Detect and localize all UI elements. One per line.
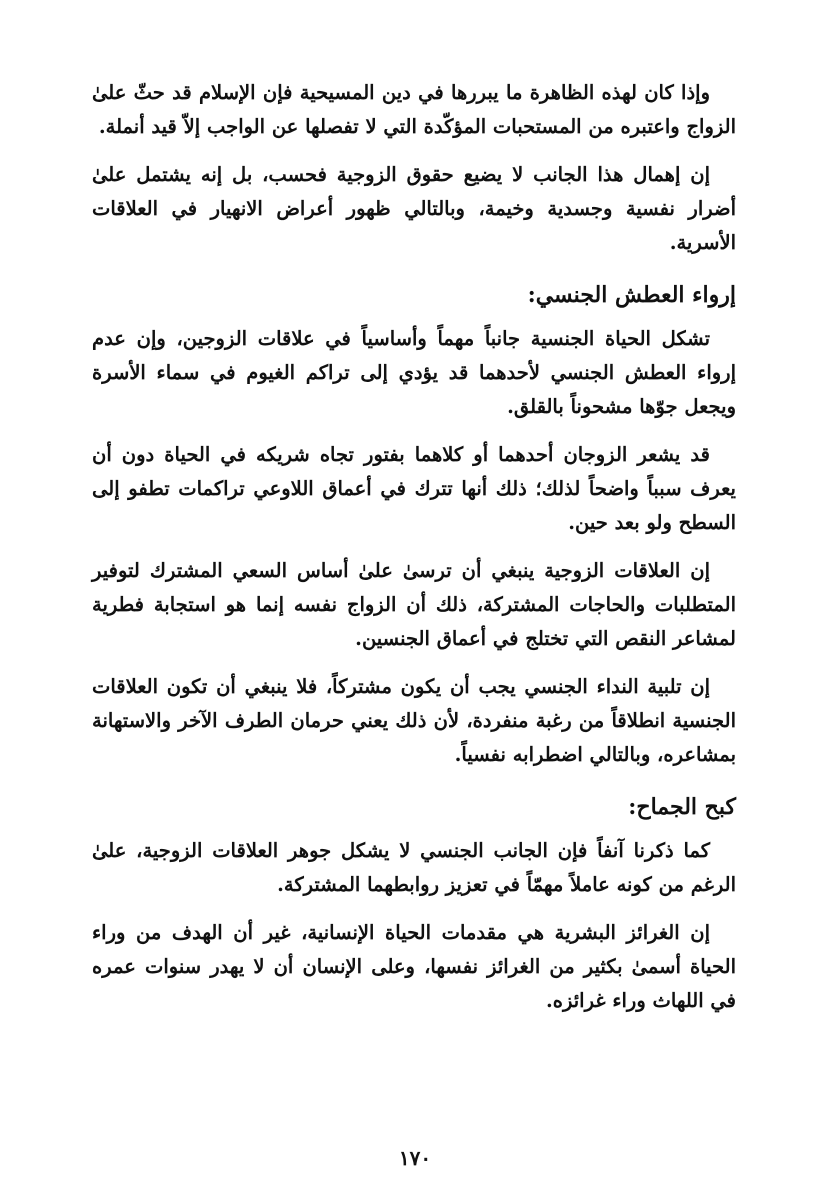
paragraph-6: إن تلبية النداء الجنسي يجب أن يكون مشتركاً، فلا ينبغي أن تكون العلاقات الجنسية انطلاقاً من رغبة منفردة، لأن ذلك يعني حرمان الطرف الآخر والاستهانة بمشاعره، وبالتالي اضطرابه نفسياً. <box>92 675 736 766</box>
paragraph-4: قد يشعر الزوجان أحدهما أو كلاهما بفتور تجاه شريكه في الحياة دون أن يعرف سبباً واضحاً لذلك؛ ذلك أنها تترك في أعماق اللاوعي تراكمات تطفو إلى السطح ولو بعد حين. <box>92 443 736 534</box>
paragraph-8: إن الغرائز البشرية هي مقدمات الحياة الإنسانية، غير أن الهدف من وراء الحياة أسمىٰ بكثير من الغرائز نفسها، وعلى الإنسان أن لا يهدر سنوات عمره في اللهاث وراء غرائزه. <box>92 921 736 1012</box>
paragraph-2: إن إهمال هذا الجانب لا يضيع حقوق الزوجية فحسب، بل إنه يشتمل علىٰ أضرار نفسية وجسدية وخيمة، وبالتالي ظهور أعراض الانهيار في العلاقات الأسرية. <box>92 163 736 254</box>
section-heading-restraint: كبح الجماح: <box>628 794 736 820</box>
paragraph-5: إن العلاقات الزوجية ينبغي أن ترسىٰ علىٰ أساس السعي المشترك لتوفير المتطلبات والحاجات المشتركة، ذلك أن الزواج نفسه إنما هو استجابة فطرية لمشاعر النقص التي تختلج في أعماق الجنسين. <box>92 559 736 650</box>
page-number: ١٧٠ <box>398 1146 432 1170</box>
section-heading-sexual-thirst: إرواء العطش الجنسي: <box>527 282 736 308</box>
page-body <box>92 76 736 1032</box>
paragraph-7: كما ذكرنا آنفاً فإن الجانب الجنسي لا يشكل جوهر العلاقات الزوجية، علىٰ الرغم من كونه عاملاً مهمّاً في تعزيز روابطهما المشتركة. <box>92 839 736 896</box>
paragraph-1: وإذا كان لهذه الظاهرة ما يبررها في دين المسيحية فإن الإسلام قد حثّ علىٰ الزواج واعتبره من المستحبات المؤكّدة التي لا تفصلها عن الواجب إلاّ قيد أنملة. <box>92 81 736 138</box>
paragraph-3: تشكل الحياة الجنسية جانباً مهماً وأساسياً في علاقات الزوجين، وإن عدم إرواء العطش الجنسي لأحدهما قد يؤدي إلى تراكم الغيوم في سماء الأسرة ويجعل جوّها مشحوناً بالقلق. <box>92 327 736 418</box>
